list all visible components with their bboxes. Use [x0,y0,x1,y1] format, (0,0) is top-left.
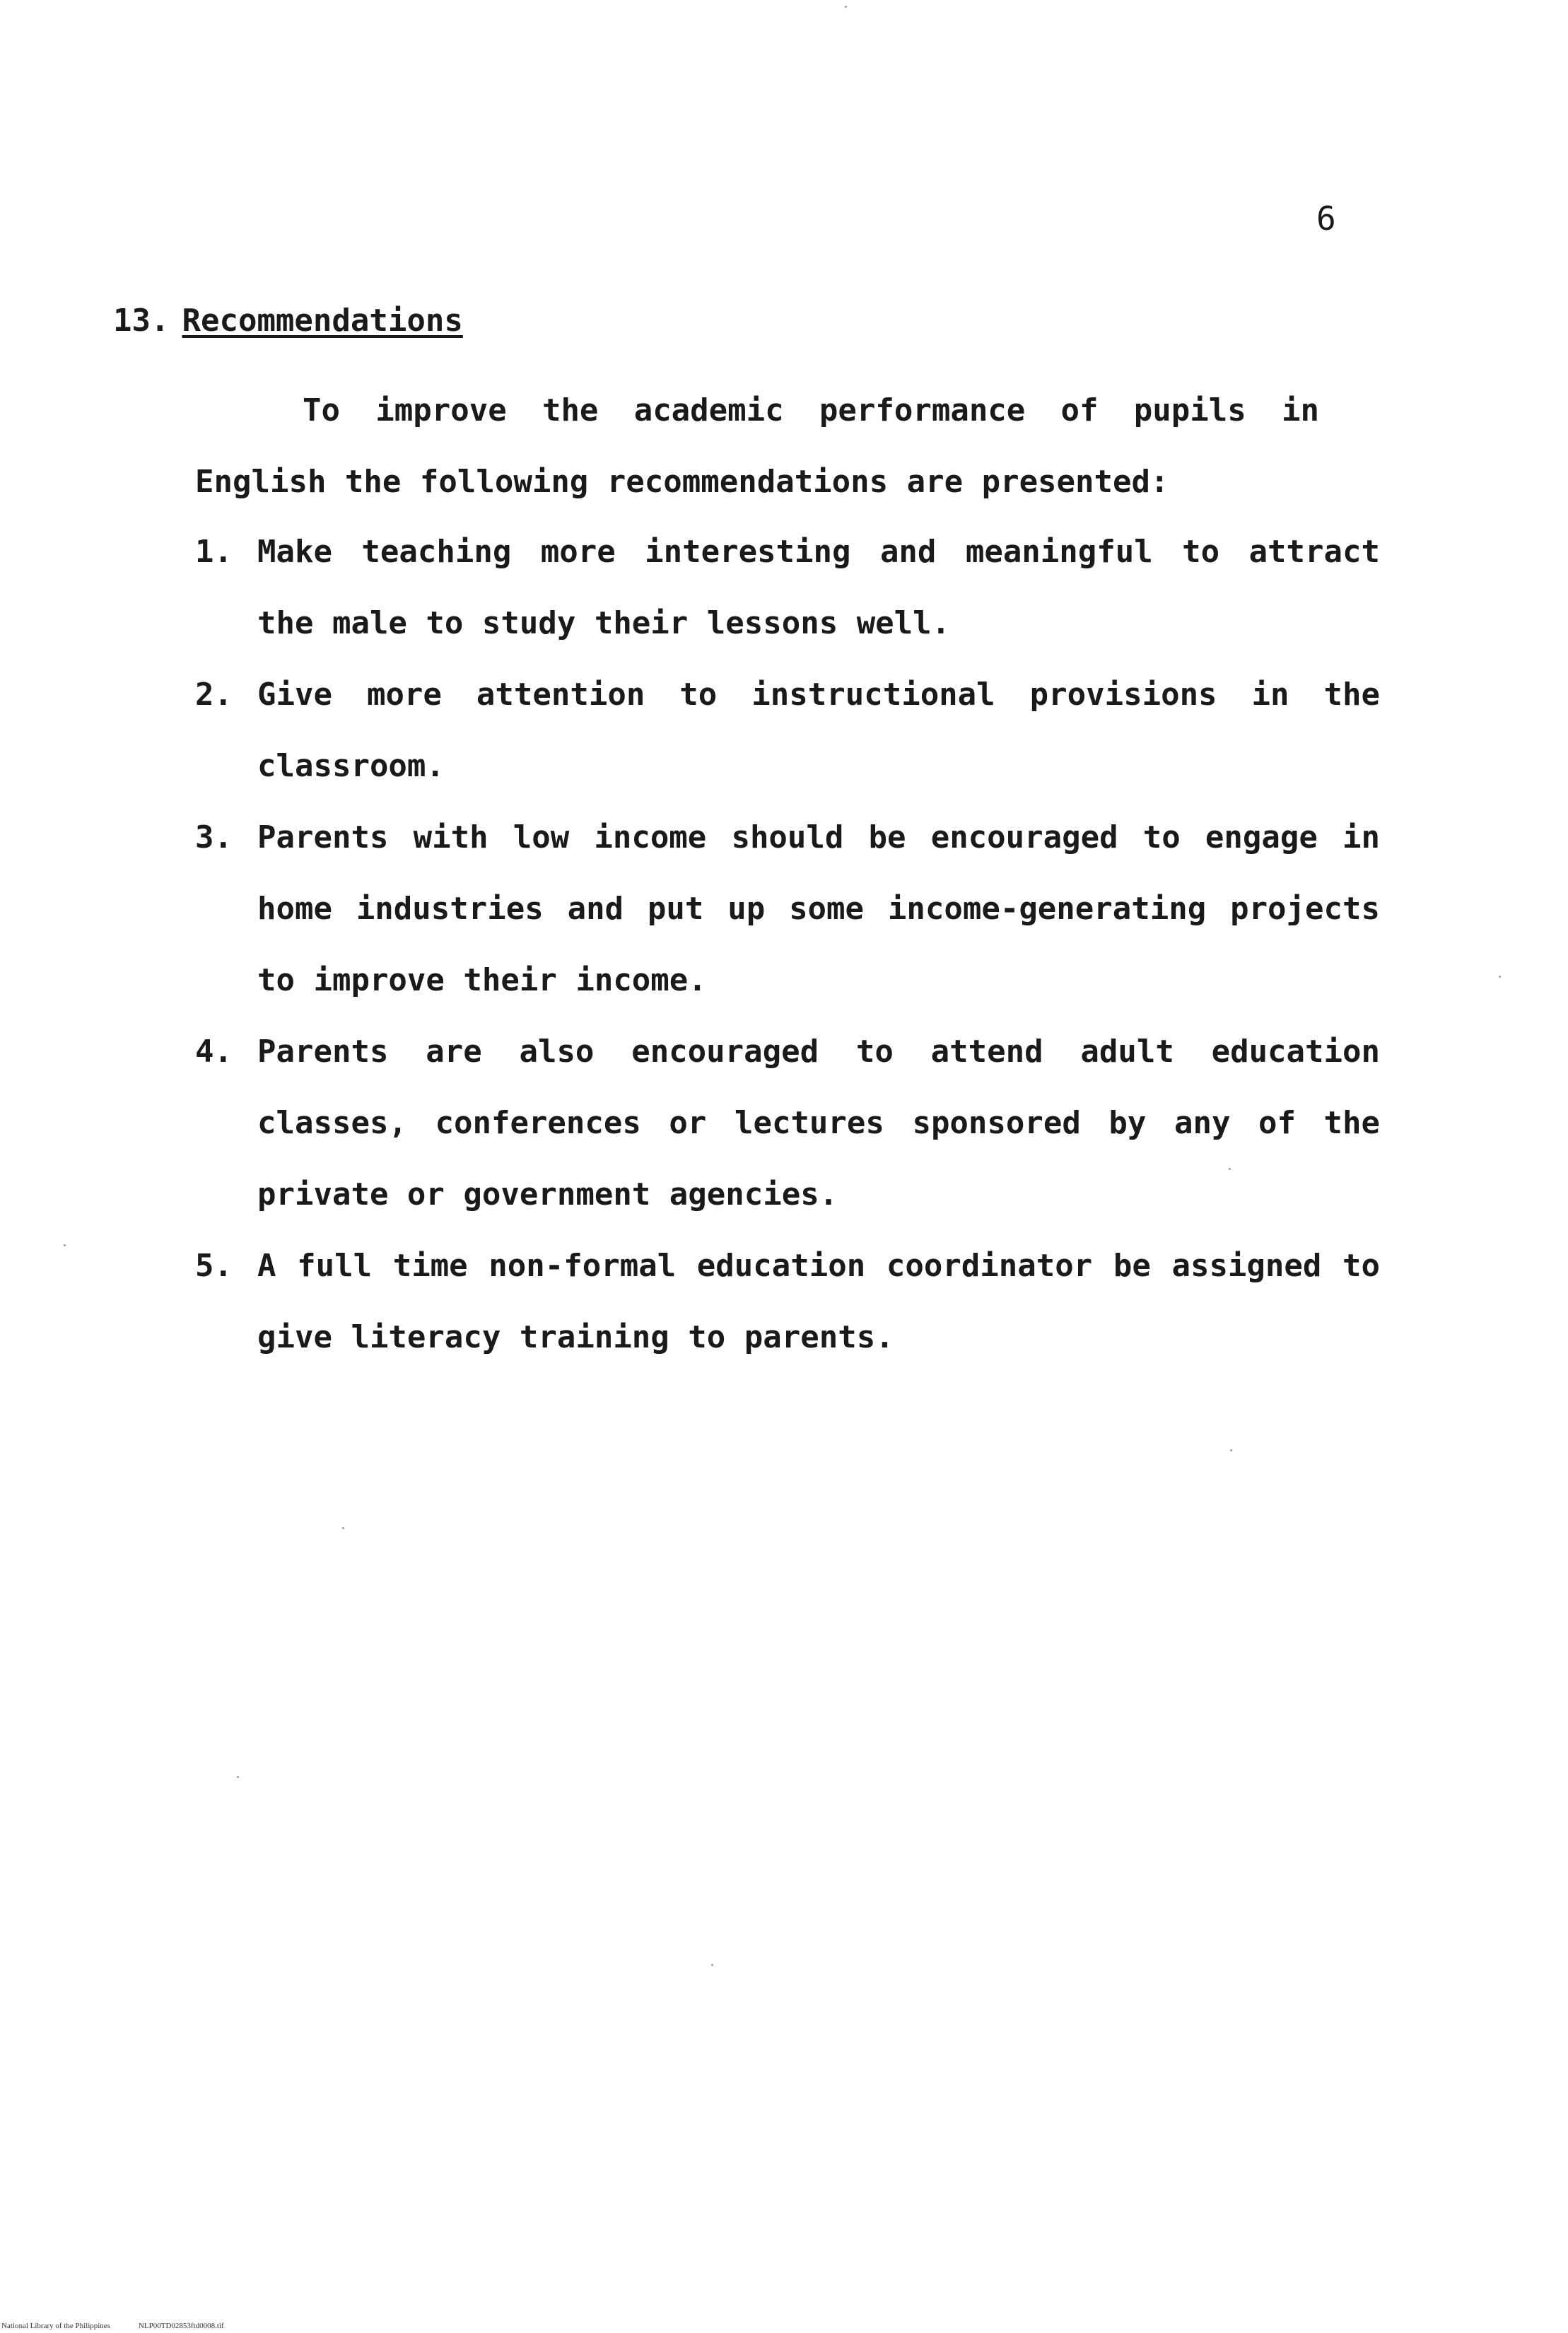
recommendation-number: 5. [195,1248,233,1284]
scan-speck [845,6,847,8]
scan-speck [1499,976,1501,978]
recommendations-list [195,516,1380,1373]
recommendation-number: 2. [195,677,233,713]
footer-file: NLP00TD02853ftd0008.tif [138,2322,224,2330]
page-number: 6 [1316,199,1336,238]
scan-footer [1,2322,224,2330]
scan-speck [64,1244,66,1246]
recommendation-number: 4. [195,1034,233,1070]
recommendation-text: Parents with low income should be encouraged to engage in home industries and put up some income-generating projects to improve their income. [257,819,1380,998]
recommendation-text: Make teaching more interesting and meaningful to attract the male to study their lessons well. [257,534,1380,641]
scan-speck [237,1776,239,1778]
scan-speck [1230,1449,1232,1451]
intro-paragraph: To improve the academic performance of pupils in English the following recommendations are presented: [195,392,1319,500]
footer-source: National Library of the Philippines [1,2322,110,2330]
recommendation-item [195,1016,1380,1230]
recommendation-number: 3. [195,819,233,855]
recommendation-item [195,659,1380,802]
recommendation-item [195,516,1380,659]
recommendation-number: 1. [195,534,233,570]
section-title: Recommendations [182,303,463,339]
scan-speck [711,1964,713,1966]
recommendation-text: Parents are also encouraged to attend adult education classes, conferences or lectures sponsored by any of the private or government agencies. [257,1034,1380,1212]
scan-speck [342,1527,344,1529]
recommendation-text: A full time non-formal education coordinator be assigned to give literacy training to parents. [257,1248,1380,1355]
recommendation-item [195,1230,1380,1373]
section-heading [113,303,463,339]
scan-speck [1229,1168,1231,1170]
recommendation-text: Give more attention to instructional provisions in the classroom. [257,677,1380,784]
section-number: 13. [113,303,170,339]
recommendation-item [195,802,1380,1016]
